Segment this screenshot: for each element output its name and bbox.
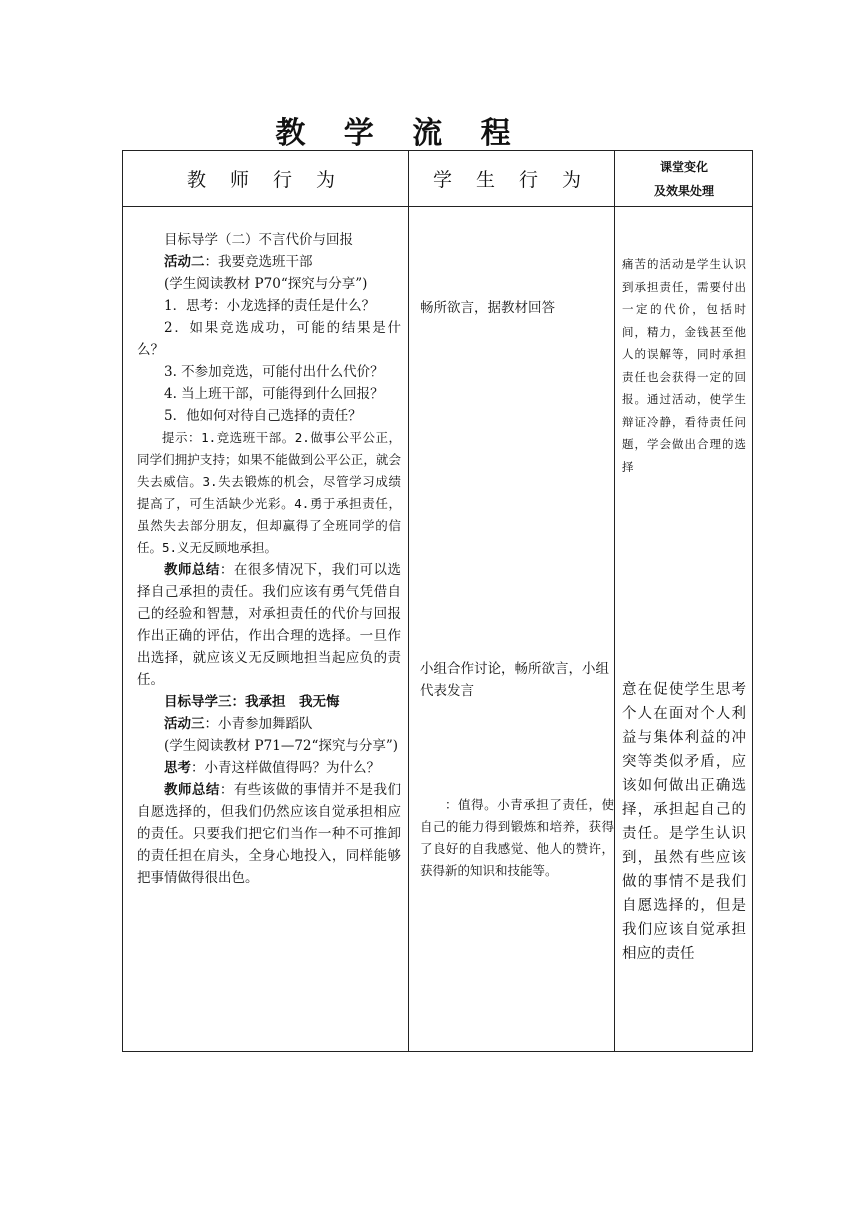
header-class-line2: 及效果处理 bbox=[653, 183, 714, 198]
teacher-think-2: 思考：小青这样做值得吗？为什么？ bbox=[164, 760, 380, 776]
header-teacher: 教 师 行 为 bbox=[186, 169, 345, 191]
teacher-p8: 5．他如何对待自己选择的责任？ bbox=[164, 408, 362, 424]
teacher-p7: 4. 当上班干部，可能得到什么回报？ bbox=[164, 386, 384, 402]
header-divider bbox=[123, 206, 752, 207]
header-class-line1: 课堂变化 bbox=[659, 159, 708, 174]
student-response-2: 小组合作讨论，畅所欲言，小组代表发言 bbox=[420, 661, 609, 699]
effect-note-1: 痛苦的活动是学生认识到承担责任，需要付出一定的代价，包括时间，精力，金钱甚至他人的误解等，同时承担责任也会获得一定的回报。通过活动，使学生辩证冷静，看待责任问题，学会做出合理的选择 bbox=[622, 257, 746, 474]
teacher-hint: 提示：1.竞选班干部。2.做事公平公正，同学们拥护支持；如果不能做到公平公正，就会失去威信。3.失去锻炼的机会，尽管学习成绩提高了，可生活缺少光彩。4.勇于承担责任，虽然失去部分朋友，但却赢得了全班同学的信任。5.义无反顾地承担。 bbox=[137, 430, 401, 555]
teacher-p3: (学生阅读教材 P70“探究与分享”) bbox=[164, 276, 368, 292]
student-response-1: 畅所欲言，据教材回答 bbox=[420, 300, 555, 316]
column-divider bbox=[408, 151, 409, 1051]
teacher-column bbox=[137, 229, 401, 889]
teacher-p5: 2．如果竞选成功，可能的结果是什么？ bbox=[137, 320, 401, 358]
effect-note-2: 意在促使学生思考个人在面对个人利益与集体利益的冲突等类似矛盾，应该如何做出正确选择，承担起自己的责任。是学生认识到，虽然有些应该做的事情不是我们自愿选择的，但是我们应该自觉承担相应的责任 bbox=[622, 682, 746, 962]
page-title: 教 学 流 程 bbox=[275, 116, 525, 151]
header-class-effect bbox=[615, 151, 753, 206]
teacher-goal-3: 目标导学三：我承担 我无悔 bbox=[164, 694, 340, 710]
student-response-3: ：值得。小青承担了责任，使自己的能力得到锻炼和培养，获得了良好的自我感觉、他人的赞许，获得新的知识和技能等。 bbox=[420, 797, 614, 878]
teacher-reading-2: (学生阅读教材 P71—72“探究与分享”) bbox=[164, 738, 399, 754]
teacher-p6: 3. 不参加竞选，可能付出什么代价？ bbox=[164, 364, 384, 380]
lesson-table bbox=[122, 150, 753, 1052]
header-student: 学 生 行 为 bbox=[432, 169, 591, 191]
teacher-summary-1: 教师总结：在很多情况下，我们可以选择自己承担的责任。我们应该有勇气凭借自己的经验和智慧，对承担责任的代价与回报作出正确的评估，作出合理的选择。一旦作出选择，就应该义无反顾地担当起应负的责任。 bbox=[137, 562, 401, 688]
teacher-summary-2: 教师总结：有些该做的事情并不是我们自愿选择的，但我们仍然应该自觉承担相应的责任。只要我们把它们当作一种不可推卸的责任担在肩头，全身心地投入，同样能够把事情做得很出色。 bbox=[137, 782, 401, 886]
teacher-p1: 目标导学（二）不言代价与回报 bbox=[164, 232, 353, 248]
column-divider bbox=[614, 151, 615, 1051]
teacher-activity-3: 活动三：小青参加舞蹈队 bbox=[164, 716, 313, 732]
teacher-p2: 活动二：我要竞选班干部 bbox=[164, 254, 313, 270]
teacher-p4: 1．思考：小龙选择的责任是什么？ bbox=[164, 298, 376, 314]
